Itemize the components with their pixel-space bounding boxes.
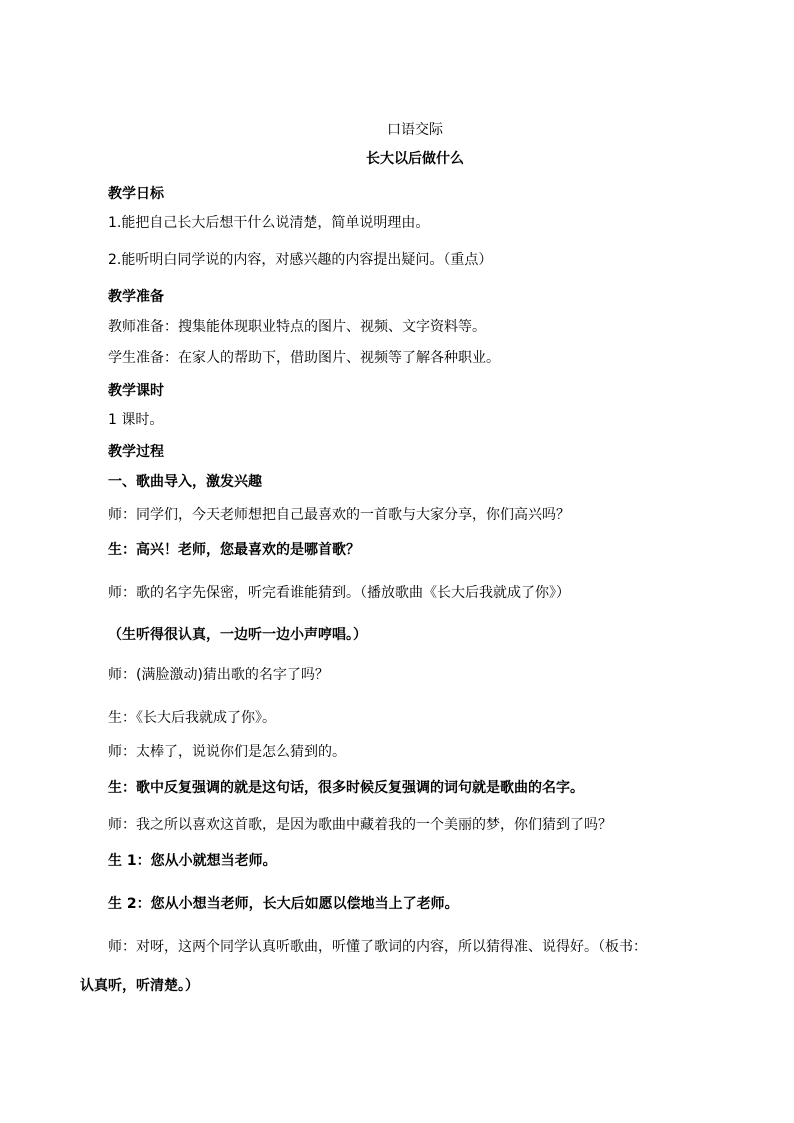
dialogue-line: 师：我之所以喜欢这首歌，是因为歌曲中藏着我的一个美丽的梦，你们猜到了吗？ xyxy=(108,817,612,833)
section-heading-preparation: 教学准备 xyxy=(108,289,164,305)
dialogue-line: 师：对呀，这两个同学认真听歌曲，听懂了歌词的内容，所以猜得准、说得好。（板书： xyxy=(108,939,647,955)
dialogue-line: 生：高兴！老师，您最喜欢的是哪首歌？ xyxy=(108,542,360,558)
dialogue-line: 师：(满脸激动)猜出歌的名字了吗？ xyxy=(108,667,329,683)
dialogue-line: 生：歌中反复强调的就是这句话，很多时候反复强调的词句就是歌曲的名字。 xyxy=(108,780,584,796)
dialogue-line: 生 2：您从小想当老师，长大后如愿以偿地当上了老师。 xyxy=(108,896,459,912)
teacher-preparation: 教师准备：搜集能体现职业特点的图片、视频、文字资料等。 xyxy=(108,319,486,335)
dialogue-line: （生听得很认真，一边听一边小声哼唱。） xyxy=(108,627,367,643)
dialogue-line: 认真听，听清楚。） xyxy=(80,978,199,994)
objective-item-1: 1.能把自己长大后想干什么说清楚，简单说明理由。 xyxy=(108,215,430,231)
dialogue-line: 生 1：您从小就想当老师。 xyxy=(108,853,277,869)
objective-item-2: 2.能听明白同学说的内容，对感兴趣的内容提出疑问。（重点） xyxy=(108,252,493,268)
subsection-heading-intro: 一、歌曲导入，激发兴趣 xyxy=(108,474,262,490)
duration-text: 1 课时。 xyxy=(108,412,164,428)
dialogue-line: 师：歌的名字先保密，听完看谁能猜到。（播放歌曲《长大后我就成了你》） xyxy=(108,585,570,601)
dialogue-line: 师：同学们，今天老师想把自己最喜欢的一首歌与大家分享，你们高兴吗？ xyxy=(108,507,570,523)
document-heading: 口语交际 xyxy=(387,122,443,138)
dialogue-line: 生：《长大后我就成了你》。 xyxy=(108,710,276,726)
lesson-title: 长大以后做什么 xyxy=(366,151,464,167)
section-heading-duration: 教学课时 xyxy=(108,383,164,399)
section-heading-objectives: 教学日标 xyxy=(108,186,164,202)
student-preparation: 学生准备：在家人的帮助下，借助图片、视频等了解各种职业。 xyxy=(108,350,500,366)
dialogue-line: 师：太棒了，说说你们是怎么猜到的。 xyxy=(108,744,346,760)
section-heading-process: 教学过程 xyxy=(108,444,164,460)
